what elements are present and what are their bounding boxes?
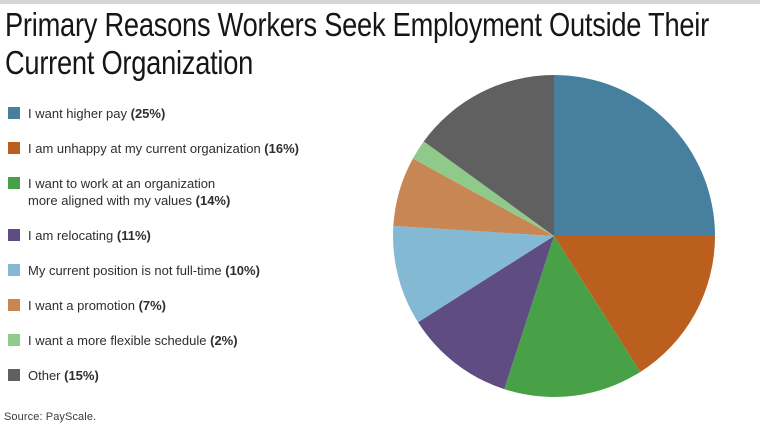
legend-percentage: (7%) [138,298,167,313]
legend-label: I want higher pay (25%) [28,106,166,121]
legend-label: My current position is not full-time (10%) [28,263,260,278]
legend-label: I am relocating (11%) [28,228,151,243]
chart-title: Primary Reasons Workers Seek Employment Outside Their Current Organization [5,6,709,81]
legend-label: I want a promotion (7%) [28,298,167,313]
legend-percentage: (14%) [195,193,231,208]
legend-percentage: (15%) [64,368,99,383]
pie-chart [393,75,715,397]
legend-percentage: (10%) [225,263,260,278]
source-note: Source: PayScale. [4,411,97,423]
legend-swatch [8,369,20,381]
pie-slice-0 [554,75,715,236]
legend-item-7 [8,367,392,384]
legend-swatch [8,107,20,119]
legend-swatch [8,334,20,346]
legend-label: Other (15%) [28,368,99,383]
legend-item-5 [8,297,392,314]
legend-item-1 [8,140,392,157]
legend-item-3 [8,227,392,244]
legend-swatch [8,299,20,311]
legend [8,105,392,402]
legend-swatch [8,177,20,189]
legend-item-0 [8,105,392,122]
legend-label: I am unhappy at my current organization (16%) [28,141,299,156]
legend-label: I want to work at an organization more aligned with my values (14%) [28,176,231,208]
legend-swatch [8,229,20,241]
legend-percentage: (11%) [116,228,151,243]
legend-swatch [8,264,20,276]
top-border-bar [0,0,760,4]
legend-item-4 [8,262,392,279]
legend-swatch [8,142,20,154]
legend-percentage: (16%) [264,141,299,156]
pie-chart-container [393,75,715,397]
legend-label: I want a more flexible schedule (2%) [28,333,238,348]
legend-item-6 [8,332,392,349]
legend-percentage: (25%) [130,106,166,121]
legend-item-2 [8,175,392,209]
legend-percentage: (2%) [210,333,238,348]
